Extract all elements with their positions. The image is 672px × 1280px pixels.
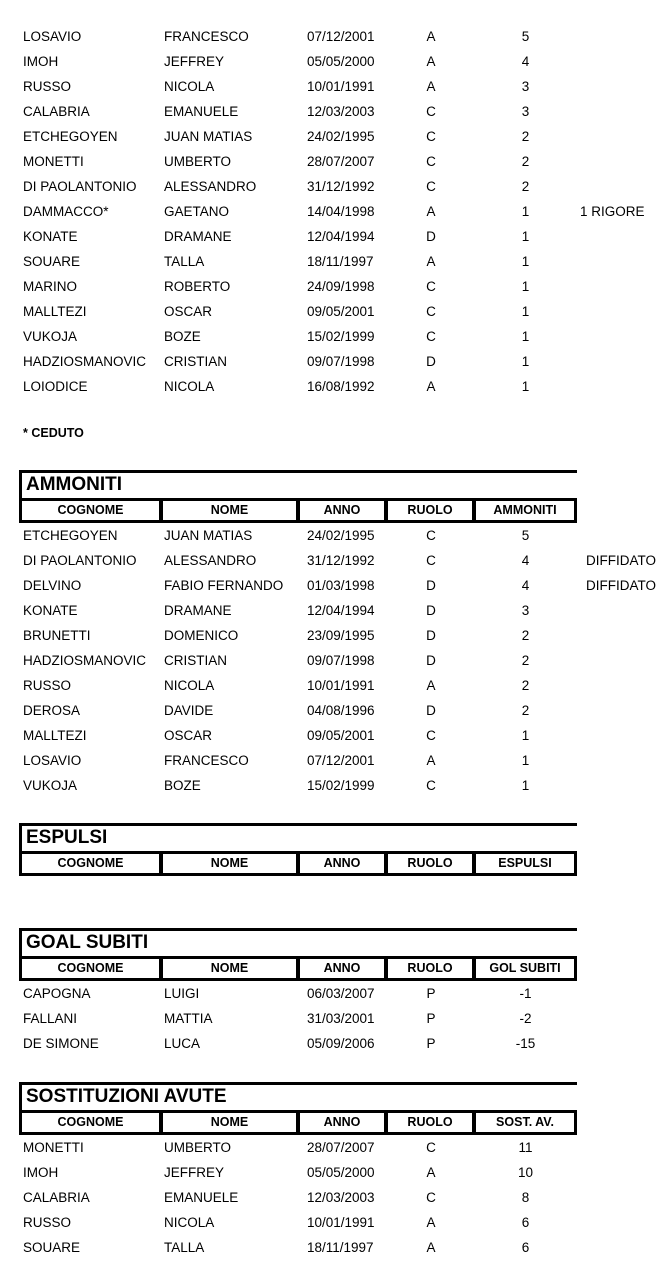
goal_subiti-cell-ruolo: P	[426, 986, 436, 1001]
ammoniti-cell-cognome: KONATE	[23, 603, 78, 618]
ammoniti-row	[0, 648, 672, 673]
ammoniti-cell-nome: FRANCESCO	[164, 753, 249, 768]
ammoniti-cell-anno: 04/08/1996	[307, 703, 375, 718]
goal_subiti-cell-val: -2	[519, 1011, 532, 1026]
scorers-cell-ruolo: A	[426, 204, 436, 219]
scorers-cell-nome: JEFFREY	[164, 54, 225, 69]
scorers-cell-val: 1	[521, 279, 530, 294]
ammoniti-cell-ruolo: C	[426, 528, 436, 543]
ammoniti-cell-cognome: LOSAVIO	[23, 753, 82, 768]
goal_subiti-cell-nome: LUIGI	[164, 986, 200, 1001]
sostituzioni-header-ruolo: RUOLO	[385, 1110, 475, 1135]
ammoniti-cell-ruolo: C	[426, 778, 436, 793]
goal_subiti-header-nome: NOME	[160, 956, 299, 981]
ammoniti-cell-nome: DOMENICO	[164, 628, 239, 643]
scorers-cell-anno: 09/07/1998	[307, 354, 375, 369]
goal_subiti-cell-ruolo: P	[426, 1036, 436, 1051]
scorers-cell-val: 1	[521, 379, 530, 394]
scorers-cell-nome: OSCAR	[164, 304, 213, 319]
scorers-cell-anno: 07/12/2001	[307, 29, 375, 44]
ammoniti-header-nome: NOME	[160, 498, 299, 523]
scorers-cell-nome: GAETANO	[164, 204, 230, 219]
scorers-cell-cognome: MARINO	[23, 279, 77, 294]
espulsi-header-val: ESPULSI	[473, 851, 577, 876]
goal_subiti-cell-cognome: FALLANI	[23, 1011, 78, 1026]
espulsi-header-nome: NOME	[160, 851, 299, 876]
scorers-cell-val: 2	[521, 129, 530, 144]
ammoniti-cell-val: 4	[521, 553, 530, 568]
ammoniti-row	[0, 523, 672, 548]
scorers-cell-val: 1	[521, 354, 530, 369]
scorers-cell-nome: UMBERTO	[164, 154, 232, 169]
goal_subiti-row	[0, 981, 672, 1006]
ammoniti-cell-anno: 10/01/1991	[307, 678, 375, 693]
sostituzioni-cell-nome: NICOLA	[164, 1215, 215, 1230]
ammoniti-cell-ruolo: C	[426, 553, 436, 568]
scorers-cell-cognome: DAMMACCO*	[23, 204, 109, 219]
ammoniti-cell-ruolo: A	[426, 753, 436, 768]
ammoniti-cell-ruolo: A	[426, 678, 436, 693]
ammoniti-row	[0, 748, 672, 773]
ammoniti-cell-val: 2	[521, 703, 530, 718]
scorers-cell-anno: 12/03/2003	[307, 104, 375, 119]
scorers-cell-ruolo: D	[426, 354, 436, 369]
ammoniti-cell-note: DIFFIDATO	[586, 578, 656, 593]
sostituzioni-cell-ruolo: A	[426, 1240, 436, 1255]
scorers-cell-ruolo: C	[426, 154, 436, 169]
ammoniti-cell-val: 2	[521, 653, 530, 668]
goal_subiti-row	[0, 1031, 672, 1056]
ceduto-footnote: * CEDUTO	[23, 426, 84, 440]
sostituzioni-cell-ruolo: C	[426, 1190, 436, 1205]
scorers-row	[0, 224, 672, 249]
scorers-cell-ruolo: C	[426, 179, 436, 194]
scorers-cell-ruolo: A	[426, 379, 436, 394]
ammoniti-cell-cognome: VUKOJA	[23, 778, 78, 793]
ammoniti-cell-ruolo: C	[426, 728, 436, 743]
sostituzioni-cell-anno: 12/03/2003	[307, 1190, 375, 1205]
scorers-cell-cognome: LOIODICE	[23, 379, 88, 394]
sostituzioni-cell-val: 6	[521, 1240, 530, 1255]
ammoniti-cell-nome: ALESSANDRO	[164, 553, 257, 568]
scorers-cell-anno: 12/04/1994	[307, 229, 375, 244]
goal_subiti-row	[0, 1006, 672, 1031]
scorers-row	[0, 124, 672, 149]
scorers-cell-anno: 24/09/1998	[307, 279, 375, 294]
sostituzioni-cell-nome: TALLA	[164, 1240, 205, 1255]
ammoniti-cell-anno: 15/02/1999	[307, 778, 375, 793]
ammoniti-cell-ruolo: D	[426, 578, 436, 593]
goal_subiti-cell-val: -1	[519, 986, 532, 1001]
scorers-cell-nome: ROBERTO	[164, 279, 231, 294]
ammoniti-cell-anno: 24/02/1995	[307, 528, 375, 543]
sostituzioni-cell-cognome: MONETTI	[23, 1140, 84, 1155]
ammoniti-cell-ruolo: D	[426, 603, 436, 618]
ammoniti-cell-ruolo: D	[426, 653, 436, 668]
sostituzioni-row	[0, 1210, 672, 1235]
scorers-cell-nome: TALLA	[164, 254, 205, 269]
scorers-cell-cognome: VUKOJA	[23, 329, 78, 344]
sostituzioni-cell-anno: 05/05/2000	[307, 1165, 375, 1180]
scorers-row	[0, 274, 672, 299]
ammoniti-row	[0, 723, 672, 748]
sostituzioni-cell-ruolo: C	[426, 1140, 436, 1155]
sostituzioni-title: SOSTITUZIONI AVUTE	[19, 1082, 577, 1110]
ammoniti-cell-ruolo: D	[426, 628, 436, 643]
ammoniti-cell-nome: FABIO FERNANDO	[164, 578, 284, 593]
scorers-cell-nome: NICOLA	[164, 379, 215, 394]
goal_subiti-header-cognome: COGNOME	[19, 956, 162, 981]
scorers-row	[0, 174, 672, 199]
scorers-cell-val: 1	[521, 329, 530, 344]
ammoniti-cell-nome: OSCAR	[164, 728, 213, 743]
sostituzioni-cell-val: 6	[521, 1215, 530, 1230]
ammoniti-cell-val: 2	[521, 628, 530, 643]
ammoniti-cell-val: 1	[521, 728, 530, 743]
scorers-cell-nome: BOZE	[164, 329, 201, 344]
ammoniti-cell-cognome: MALLTEZI	[23, 728, 87, 743]
goal_subiti-cell-cognome: CAPOGNA	[23, 986, 91, 1001]
ammoniti-cell-cognome: DELVINO	[23, 578, 82, 593]
ammoniti-cell-val: 5	[521, 528, 530, 543]
sostituzioni-header-nome: NOME	[160, 1110, 299, 1135]
ammoniti-cell-nome: CRISTIAN	[164, 653, 228, 668]
scorers-cell-val: 3	[521, 104, 530, 119]
ammoniti-cell-cognome: DI PAOLANTONIO	[23, 553, 137, 568]
goal_subiti-header-val: GOL SUBITI	[473, 956, 577, 981]
espulsi-header-anno: ANNO	[297, 851, 387, 876]
scorers-row	[0, 199, 672, 224]
goal_subiti-cell-anno: 31/03/2001	[307, 1011, 375, 1026]
ammoniti-cell-anno: 09/07/1998	[307, 653, 375, 668]
scorers-cell-cognome: HADZIOSMANOVIC	[23, 354, 147, 369]
sostituzioni-cell-cognome: RUSSO	[23, 1215, 72, 1230]
ammoniti-cell-nome: DAVIDE	[164, 703, 214, 718]
scorers-row	[0, 374, 672, 399]
sostituzioni-cell-ruolo: A	[426, 1215, 436, 1230]
sostituzioni-header-anno: ANNO	[297, 1110, 387, 1135]
scorers-cell-nome: FRANCESCO	[164, 29, 249, 44]
ammoniti-cell-cognome: DEROSA	[23, 703, 81, 718]
scorers-cell-anno: 15/02/1999	[307, 329, 375, 344]
goal_subiti-cell-val: -15	[515, 1036, 536, 1051]
scorers-cell-cognome: ETCHEGOYEN	[23, 129, 118, 144]
ammoniti-row	[0, 598, 672, 623]
scorers-cell-anno: 24/02/1995	[307, 129, 375, 144]
scorers-cell-ruolo: C	[426, 279, 436, 294]
scorers-cell-ruolo: C	[426, 304, 436, 319]
ammoniti-row	[0, 773, 672, 798]
goal_subiti-cell-nome: MATTIA	[164, 1011, 213, 1026]
espulsi-header-cognome: COGNOME	[19, 851, 162, 876]
ammoniti-row	[0, 573, 672, 598]
scorers-cell-cognome: SOUARE	[23, 254, 81, 269]
sostituzioni-row	[0, 1135, 672, 1160]
ammoniti-cell-val: 2	[521, 678, 530, 693]
ammoniti-cell-nome: DRAMANE	[164, 603, 232, 618]
scorers-cell-cognome: IMOH	[23, 54, 59, 69]
ammoniti-header-ruolo: RUOLO	[385, 498, 475, 523]
scorers-cell-val: 1	[521, 229, 530, 244]
ammoniti-cell-val: 1	[521, 778, 530, 793]
ammoniti-cell-cognome: BRUNETTI	[23, 628, 91, 643]
sostituzioni-cell-val: 11	[518, 1140, 533, 1155]
scorers-cell-anno: 14/04/1998	[307, 204, 375, 219]
goal_subiti-header-anno: ANNO	[297, 956, 387, 981]
scorers-cell-anno: 09/05/2001	[307, 304, 375, 319]
goal_subiti-cell-anno: 06/03/2007	[307, 986, 375, 1001]
scorers-cell-note: 1 RIGORE	[580, 204, 645, 219]
scorers-cell-ruolo: A	[426, 54, 436, 69]
scorers-cell-nome: JUAN MATIAS	[164, 129, 253, 144]
espulsi-header-ruolo: RUOLO	[385, 851, 475, 876]
ammoniti-cell-cognome: HADZIOSMANOVIC	[23, 653, 147, 668]
ammoniti-cell-nome: NICOLA	[164, 678, 215, 693]
scorers-cell-anno: 28/07/2007	[307, 154, 375, 169]
ammoniti-header-val: AMMONITI	[473, 498, 577, 523]
sostituzioni-cell-anno: 10/01/1991	[307, 1215, 375, 1230]
goal_subiti-header-ruolo: RUOLO	[385, 956, 475, 981]
ammoniti-cell-cognome: ETCHEGOYEN	[23, 528, 118, 543]
scorers-row	[0, 349, 672, 374]
scorers-cell-cognome: RUSSO	[23, 79, 72, 94]
scorers-cell-nome: EMANUELE	[164, 104, 239, 119]
sostituzioni-row	[0, 1160, 672, 1185]
goal_subiti-cell-ruolo: P	[426, 1011, 436, 1026]
scorers-cell-val: 1	[521, 204, 530, 219]
scorers-cell-anno: 16/08/1992	[307, 379, 375, 394]
ammoniti-title: AMMONITI	[19, 470, 577, 498]
scorers-row	[0, 149, 672, 174]
ammoniti-cell-anno: 23/09/1995	[307, 628, 375, 643]
scorers-cell-ruolo: C	[426, 329, 436, 344]
scorers-cell-ruolo: A	[426, 79, 436, 94]
scorers-cell-val: 4	[521, 54, 530, 69]
ammoniti-cell-anno: 07/12/2001	[307, 753, 375, 768]
espulsi-title: ESPULSI	[19, 823, 577, 851]
scorers-cell-anno: 18/11/1997	[307, 254, 374, 269]
scorers-cell-cognome: CALABRIA	[23, 104, 90, 119]
ammoniti-header-anno: ANNO	[297, 498, 387, 523]
sostituzioni-row	[0, 1235, 672, 1260]
ammoniti-cell-anno: 09/05/2001	[307, 728, 375, 743]
scorers-cell-val: 2	[521, 179, 530, 194]
scorers-cell-ruolo: C	[426, 129, 436, 144]
sostituzioni-cell-nome: EMANUELE	[164, 1190, 239, 1205]
sostituzioni-cell-nome: JEFFREY	[164, 1165, 225, 1180]
ammoniti-cell-val: 1	[521, 753, 530, 768]
ammoniti-cell-nome: BOZE	[164, 778, 201, 793]
scorers-cell-anno: 10/01/1991	[307, 79, 375, 94]
ammoniti-row	[0, 623, 672, 648]
sostituzioni-header-val: SOST. AV.	[473, 1110, 577, 1135]
scorers-cell-anno: 05/05/2000	[307, 54, 375, 69]
ammoniti-header-cognome: COGNOME	[19, 498, 162, 523]
scorers-cell-cognome: MALLTEZI	[23, 304, 87, 319]
scorers-cell-val: 1	[521, 304, 530, 319]
scorers-row	[0, 99, 672, 124]
scorers-cell-nome: ALESSANDRO	[164, 179, 257, 194]
ammoniti-cell-anno: 12/04/1994	[307, 603, 375, 618]
scorers-cell-val: 5	[521, 29, 530, 44]
scorers-cell-nome: NICOLA	[164, 79, 215, 94]
scorers-row	[0, 324, 672, 349]
ammoniti-cell-ruolo: D	[426, 703, 436, 718]
scorers-row	[0, 74, 672, 99]
ammoniti-cell-anno: 31/12/1992	[307, 553, 375, 568]
scorers-cell-cognome: LOSAVIO	[23, 29, 82, 44]
scorers-cell-cognome: MONETTI	[23, 154, 84, 169]
ammoniti-row	[0, 698, 672, 723]
scorers-cell-val: 2	[521, 154, 530, 169]
ammoniti-cell-val: 3	[521, 603, 530, 618]
scorers-cell-anno: 31/12/1992	[307, 179, 375, 194]
goal_subiti-cell-nome: LUCA	[164, 1036, 201, 1051]
scorers-cell-ruolo: A	[426, 254, 436, 269]
scorers-row	[0, 299, 672, 324]
ammoniti-cell-val: 4	[521, 578, 530, 593]
sostituzioni-row	[0, 1185, 672, 1210]
scorers-cell-val: 3	[521, 79, 530, 94]
scorers-cell-cognome: DI PAOLANTONIO	[23, 179, 137, 194]
goal_subiti-cell-anno: 05/09/2006	[307, 1036, 375, 1051]
scorers-cell-nome: DRAMANE	[164, 229, 232, 244]
sostituzioni-cell-cognome: CALABRIA	[23, 1190, 90, 1205]
sostituzioni-cell-cognome: IMOH	[23, 1165, 59, 1180]
sostituzioni-cell-nome: UMBERTO	[164, 1140, 232, 1155]
ammoniti-row	[0, 673, 672, 698]
ammoniti-cell-nome: JUAN MATIAS	[164, 528, 253, 543]
scorers-cell-ruolo: C	[426, 104, 436, 119]
sostituzioni-header-cognome: COGNOME	[19, 1110, 162, 1135]
sostituzioni-cell-anno: 18/11/1997	[307, 1240, 374, 1255]
sostituzioni-cell-val: 8	[521, 1190, 530, 1205]
sostituzioni-cell-val: 10	[517, 1165, 534, 1180]
ammoniti-cell-anno: 01/03/1998	[307, 578, 375, 593]
scorers-cell-nome: CRISTIAN	[164, 354, 228, 369]
scorers-cell-ruolo: A	[426, 29, 436, 44]
scorers-row	[0, 49, 672, 74]
goal_subiti-title: GOAL SUBITI	[19, 928, 577, 956]
scorers-cell-val: 1	[521, 254, 530, 269]
sostituzioni-cell-anno: 28/07/2007	[307, 1140, 375, 1155]
ammoniti-cell-note: DIFFIDATO	[586, 553, 656, 568]
ammoniti-row	[0, 548, 672, 573]
sostituzioni-cell-cognome: SOUARE	[23, 1240, 81, 1255]
goal_subiti-cell-cognome: DE SIMONE	[23, 1036, 99, 1051]
scorers-row	[0, 249, 672, 274]
ammoniti-cell-cognome: RUSSO	[23, 678, 72, 693]
scorers-cell-ruolo: D	[426, 229, 436, 244]
scorers-row	[0, 24, 672, 49]
scorers-cell-cognome: KONATE	[23, 229, 78, 244]
sostituzioni-cell-ruolo: A	[426, 1165, 436, 1180]
